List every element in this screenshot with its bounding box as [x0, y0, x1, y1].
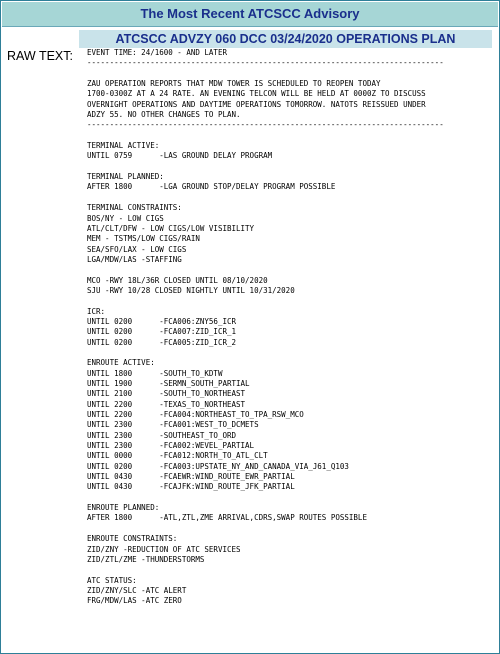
panel-header-title: The Most Recent ATCSCC Advisory — [2, 2, 498, 27]
raw-text-label: RAW TEXT: — [7, 49, 73, 63]
advisory-subtitle: ATCSCC ADVZY 060 DCC 03/24/2020 OPERATIONS PLAN — [79, 30, 492, 48]
raw-text-body: EVENT TIME: 24/1600 - AND LATER ------------------------------------------------------------------------------- ZAU OPERATION REPORTS THAT MDW TOWER IS SCHEDULED TO REOPEN TODAY 1700-0300Z AT A 24 RATE. AN EVENING TELCON WILL BE HELD AT 0000Z TO DISCUSS OVERNIGHT OPERATIONS AND DAYTIME OPERATIONS TOMORROW. NATOTS REISSUED UNDER ADZY 55. NO OTHER CHANGES TO PLAN. ------------------------------------------------------------------------------- TERMINAL ACTIVE: UNTIL 0759 -LAS GROUND DELAY PROGRAM TERMINAL PLANNED: AFTER 1800 -LGA GROUND STOP/DELAY PROGRAM POSSIBLE TERMINAL CONSTRAINTS: BOS/NY - LOW CIGS ATL/CLT/DFW - LOW CIGS/LOW VISIBILITY MEM - TSTMS/LOW CIGS/RAIN SEA/SFO/LAX - LOW CIGS LGA/MDW/LAS -STAFFING MCO -RWY 18L/36R CLOSED UNTIL 08/10/2020 SJU -RWY 10/28 CLOSED NIGHTLY UNTIL 10/31/2020 ICR: UNTIL 0200 -FCA006:ZNY56_ICR UNTIL 0200 -FCA007:ZID_ICR_1 UNTIL 0200 -FCA005:ZID_ICR_2 ENROUTE ACTIVE: UNTIL 1800 -SOUTH_TO_KDTW UNTIL 1900 -SERMN_SOUTH_PARTIAL UNTIL 2100 -SOUTH_TO_NORTHEAST UNTIL 2200 -TEXAS_TO_NORTHEAST UNTIL 2200 -FCA004:NORTHEAST_TO_TPA_RSW_MCO UNTIL 2300 -FCA001:WEST_TO_DCMETS UNTIL 2300 -SOUTHEAST_TO_ORD UNTIL 2300 -FCA002:WEVEL_PARTIAL UNTIL 0000 -FCA012:NORTH_TO_ATL_CLT UNTIL 0200 -FCA003:UPSTATE_NY_AND_CANADA_VIA_J61_Q103 UNTIL 0430 -FCAEWR:WIND_ROUTE_EWR_PARTIAL UNTIL 0430 -FCAJFK:WIND_ROUTE_JFK_PARTIAL ENROUTE PLANNED: AFTER 1800 -ATL,ZTL,ZME ARRIVAL,CDRS,SWAP ROUTES POSSIBLE ENROUTE CONSTRAINTS: ZID/ZNY -REDUCTION OF ATC SERVICES ZID/ZTL/ZME -THUNDERSTORMS ATC STATUS: ZID/ZNY/SLC -ATC ALERT FRG/MDW/LAS -ATC ZERO — [87, 48, 444, 606]
